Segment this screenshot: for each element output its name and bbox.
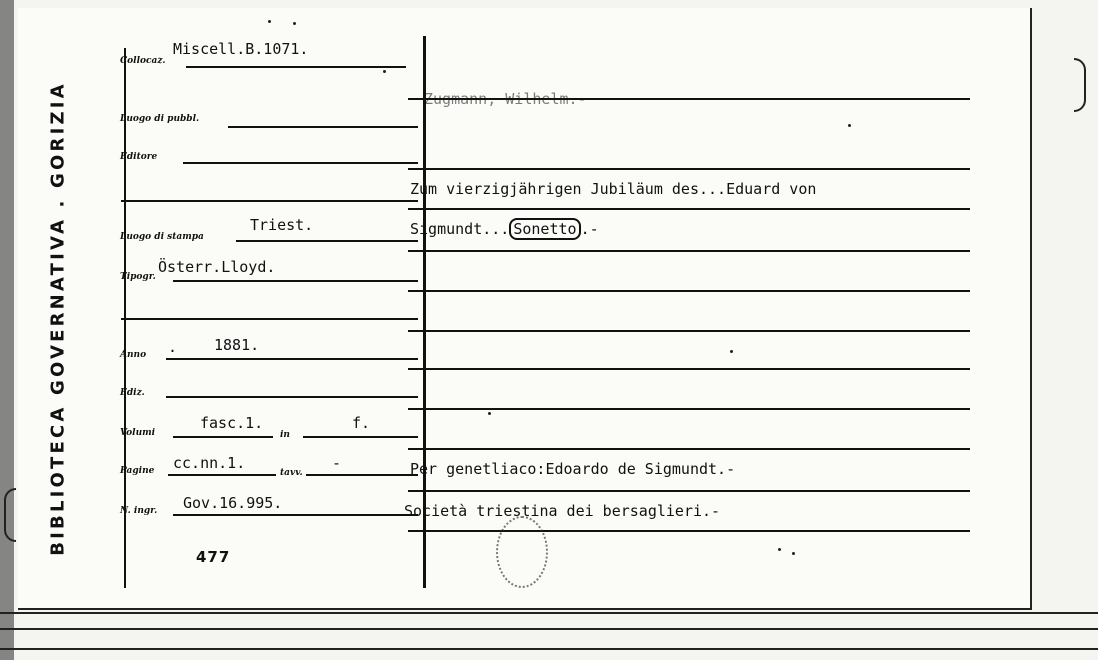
speck [293, 22, 296, 25]
speck [730, 350, 733, 353]
rule [408, 490, 970, 492]
label-n-ingr: N. ingr. [120, 506, 158, 516]
rule [306, 474, 418, 476]
rule [173, 436, 273, 438]
label-collocazione: Collocaz. [120, 56, 166, 66]
scan-rule [0, 628, 1098, 630]
title-line-1: Zum vierzigjährigen Jubiläum des...Eduard von [410, 180, 817, 198]
handwritten-number: 477 [196, 548, 231, 566]
rule [408, 408, 970, 410]
rule [173, 280, 418, 282]
library-stamp: BIBLIOTECA GOVERNATIVA . GORIZIA [47, 81, 69, 556]
rule [183, 162, 418, 164]
speck [268, 20, 271, 23]
rule [236, 240, 418, 242]
rule [408, 290, 970, 292]
rule [121, 318, 418, 320]
rule [228, 126, 418, 128]
label-ediz: Ediz. [120, 388, 145, 398]
label-anno: Anno [120, 350, 147, 360]
value-anno: 1881. [214, 336, 260, 354]
speck [778, 548, 781, 551]
rule [303, 436, 418, 438]
rule [168, 474, 276, 476]
speck [848, 124, 851, 127]
value-tavole: - [332, 454, 342, 472]
note-1: Per genetliaco:Edoardo de Sigmundt.- [410, 460, 736, 478]
rule [186, 66, 406, 68]
rule [408, 168, 970, 170]
value-formato: f. [352, 414, 371, 432]
value-n-ingr: Gov.16.995. [183, 494, 283, 512]
rule [408, 250, 970, 252]
punch-hole-bottom [4, 488, 16, 542]
label-editore: Editore [120, 152, 158, 162]
value-volumi: fasc.1. [200, 414, 264, 432]
speck [792, 552, 795, 555]
scan-edge [0, 0, 14, 660]
label-tavole: tavv. [280, 468, 303, 478]
value-luogo-stampa: Triest. [250, 216, 314, 234]
rule [121, 200, 418, 202]
speck [488, 412, 491, 415]
value-anno-prefix: . [168, 338, 178, 356]
label-tipogr: Tipogr. [120, 272, 156, 282]
label-volumi-in: in [280, 430, 290, 440]
rule [408, 330, 970, 332]
speck [383, 70, 386, 73]
label-volumi: Volumi [120, 428, 156, 438]
scan-rule [0, 648, 1098, 650]
rule [166, 358, 418, 360]
label-luogo-stampa: Luogo di stampa [120, 232, 204, 242]
catalog-card [18, 8, 1032, 610]
title-circled: Sonetto [509, 218, 580, 240]
ink-stamp-blot [496, 516, 548, 588]
punch-hole-right-top [1074, 58, 1086, 112]
note-2: Società triestina dei bersaglieri.- [404, 502, 721, 520]
value-tipogr: Österr.Lloyd. [158, 258, 276, 276]
scan-rule [0, 612, 1098, 614]
rule [173, 514, 418, 516]
rule [166, 396, 418, 398]
label-pagine: Pagine [120, 466, 155, 476]
value-pagine: cc.nn.1. [173, 454, 246, 472]
value-collocazione: Miscell.B.1071. [173, 40, 309, 58]
rule [408, 448, 970, 450]
label-luogo-pubbl: Luogo di pubbl. [120, 114, 200, 124]
rule [408, 208, 970, 210]
author-heading: Zugmann, Wilhelm.- [424, 90, 587, 108]
title-line-2 [410, 220, 599, 238]
title-part: Sigmundt... [410, 220, 510, 238]
rule [408, 530, 970, 532]
title-end: .- [580, 220, 599, 238]
rule [408, 368, 970, 370]
